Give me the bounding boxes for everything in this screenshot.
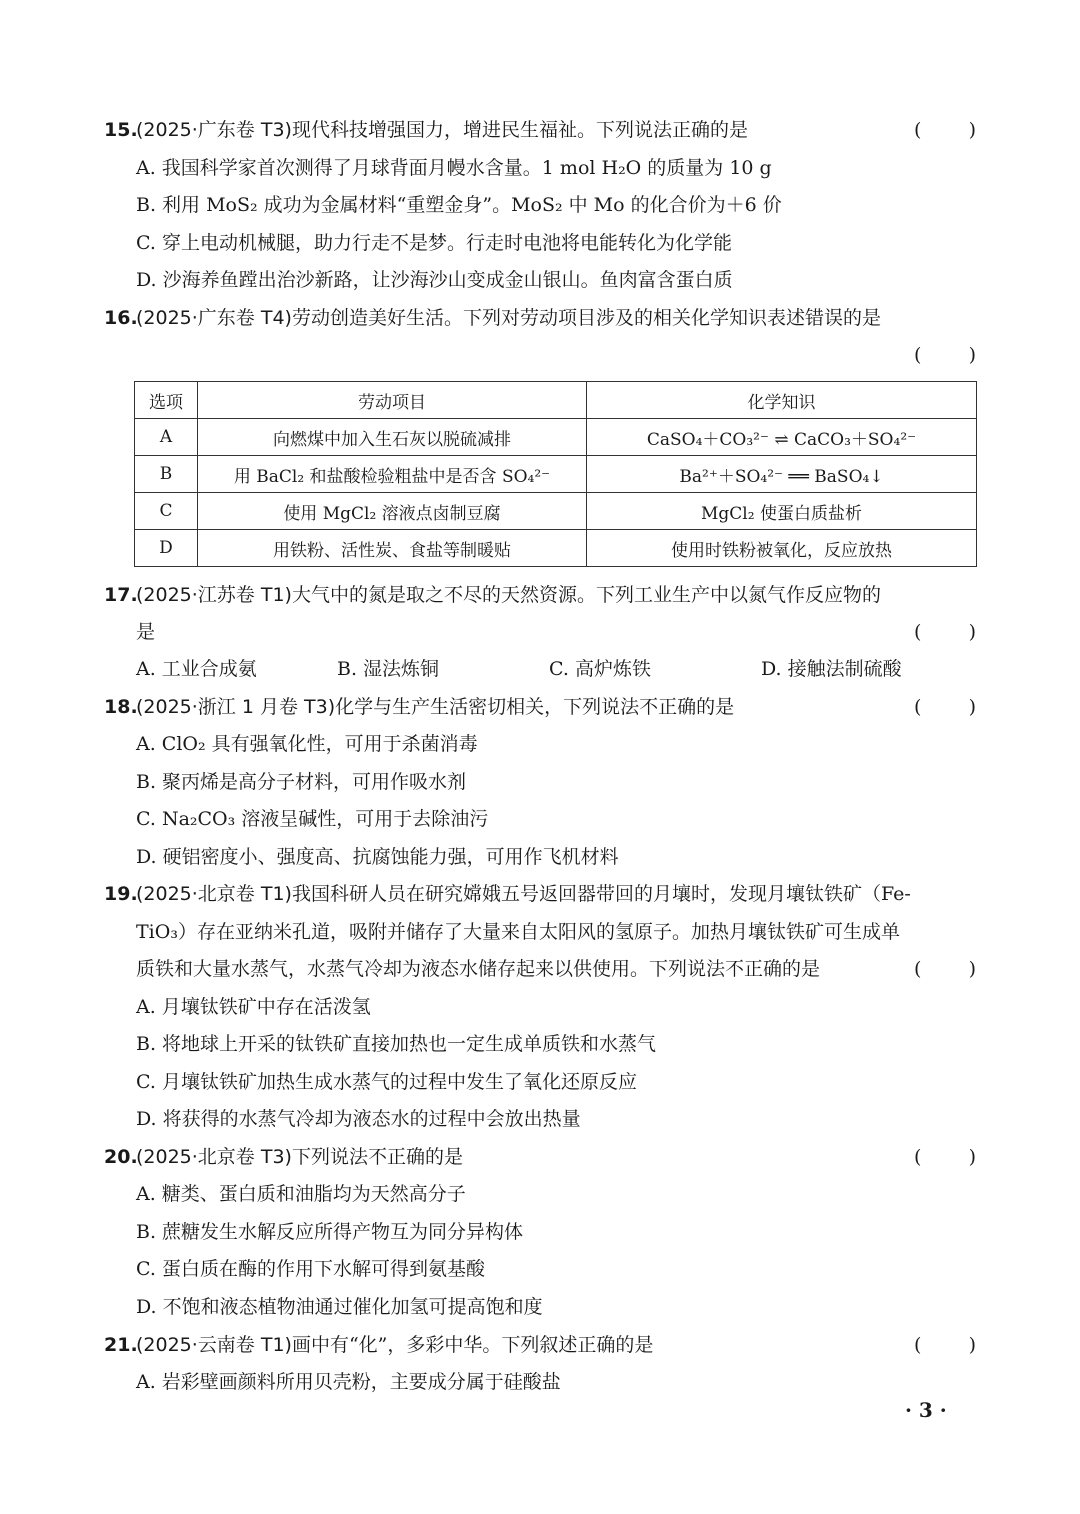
table-cell: CaSO₄＋CO₃²⁻ ⇌ CaCO₃＋SO₄²⁻ [587,419,977,456]
table-header: 劳动项目 [198,382,587,419]
option-b: B. 湿法炼铜 [337,658,440,680]
table-cell: 用铁粉、活性炭、食盐等制暖贴 [198,530,587,567]
question-source: (2025·北京卷 T3) [136,1146,292,1168]
question-19-option-a: A. 月壤钛铁矿中存在活泼氢 [136,996,371,1018]
question-19-stem-line-3: 质铁和大量水蒸气，水蒸气冷却为液态水储存起来以供使用。下列说法不正确的是 ( ) [136,958,976,980]
question-number: 21. [104,1334,138,1356]
table-cell: 用 BaCl₂ 和盐酸检验粗盐中是否含 SO₄²⁻ [198,456,587,493]
question-17-options [0,651,1080,688]
table-row [135,456,977,493]
table-cell: A [135,419,198,456]
table-header: 选项 [135,382,198,419]
question-18-option-c: C. Na₂CO₃ 溶液呈碱性，可用于去除油污 [136,808,489,830]
question-stem: (2025·云南卷 T1)画中有“化”，多彩中华。下列叙述正确的是 [136,1334,654,1356]
table-cell: MgCl₂ 使蛋白质盐析 [587,493,977,530]
question-16-header [0,300,1080,337]
question-20-option-c: C. 蛋白质在酶的作用下水解可得到氨基酸 [136,1258,485,1280]
question-number: 19. [104,883,138,905]
question-number: 15. [104,119,138,141]
question-stem: (2025·广东卷 T4)劳动创造美好生活。下列对劳动项目涉及的相关化学知识表述错误的是 [136,307,881,329]
question-16-bracket-line: ( ) [914,344,976,366]
question-17-header [0,577,1080,614]
question-stem: (2025·北京卷 T1)我国科研人员在研究嫦娥五号返回器带回的月壤时，发现月壤钛铁矿（Fe- [136,883,911,905]
question-19-option-d: D. 将获得的水蒸气冷却为液态水的过程中会放出热量 [136,1108,581,1130]
table-cell: 使用 MgCl₂ 溶液点卤制豆腐 [198,493,587,530]
question-21-header: 21. (2025·云南卷 T1)画中有“化”，多彩中华。下列叙述正确的是 ( ) [0,1327,1080,1364]
question-20-option-a: A. 糖类、蛋白质和油脂均为天然高分子 [136,1183,466,1205]
question-source: (2025·广东卷 T3) [136,119,292,141]
table-cell: 向燃煤中加入生石灰以脱硫减排 [198,419,587,456]
question-number: 17. [104,584,138,606]
table-cell: C [135,493,198,530]
question-source: (2025·江苏卷 T1) [136,584,292,606]
option-d: D. 接触法制硫酸 [761,658,902,680]
page-number: · 3 · [905,1398,947,1422]
question-number: 18. [104,696,138,718]
table-cell: Ba²⁺＋SO₄²⁻ ══ BaSO₄↓ [587,456,977,493]
question-19-option-b: B. 将地球上开采的钛铁矿直接加热也一定生成单质铁和水蒸气 [136,1033,657,1055]
question-18-header: 18. (2025·浙江 1 月卷 T3)化学与生产生活密切相关，下列说法不正确的是 ( ) [0,689,1080,726]
question-source: (2025·北京卷 T1) [136,883,292,905]
question-18-option-a: A. ClO₂ 具有强氧化性，可用于杀菌消毒 [136,733,478,755]
question-16-table [134,381,977,567]
table-row [135,530,977,567]
question-20-header: 20. (2025·北京卷 T3)下列说法不正确的是 ( ) [0,1139,1080,1176]
table-header: 化学知识 [587,382,977,419]
question-21-option-a: A. 岩彩壁画颜料所用贝壳粉，主要成分属于硅酸盐 [136,1371,561,1393]
table-cell: 使用时铁粉被氧化，反应放热 [587,530,977,567]
question-18-option-b: B. 聚丙烯是高分子材料，可用作吸水剂 [136,771,467,793]
question-20-option-b: B. 蔗糖发生水解反应所得产物互为同分异构体 [136,1221,524,1243]
option-c: C. 高炉炼铁 [549,658,651,680]
question-19-option-c: C. 月壤钛铁矿加热生成水蒸气的过程中发生了氧化还原反应 [136,1071,637,1093]
question-15-option-c: C. 穿上电动机械腿，助力行走不是梦。行走时电池将电能转化为化学能 [136,232,732,254]
question-15-header: 15. (2025·广东卷 T3)现代科技增强国力，增进民生福祉。下列说法正确的是 ( ) [0,112,1080,149]
question-stem: (2025·江苏卷 T1)大气中的氮是取之不尽的天然资源。下列工业生产中以氮气作反应物的 [136,584,881,606]
table-row [135,493,977,530]
question-15-option-a: A. 我国科学家首次测得了月球背面月幔水含量。1 mol H₂O 的质量为 10 g [136,157,772,179]
question-19-header [0,876,1080,913]
question-stem: (2025·浙江 1 月卷 T3)化学与生产生活密切相关，下列说法不正确的是 [136,696,735,718]
question-number: 16. [104,307,138,329]
question-20-option-d: D. 不饱和液态植物油通过催化加氢可提高饱和度 [136,1296,543,1318]
question-19-stem-line-2: TiO₃）存在亚纳米孔道，吸附并储存了大量来自太阳风的氢原子。加热月壤钛铁矿可生成单 [136,921,900,943]
question-15-option-d: D. 沙海养鱼蹚出治沙新路，让沙海沙山变成金山银山。鱼肉富含蛋白质 [136,269,733,291]
question-stem: (2025·广东卷 T3)现代科技增强国力，增进民生福祉。下列说法正确的是 [136,119,748,141]
question-source: (2025·浙江 1 月卷 T3) [136,696,336,718]
table-header-row [135,382,977,419]
question-stem: (2025·北京卷 T3)下列说法不正确的是 [136,1146,463,1168]
question-source: (2025·云南卷 T1) [136,1334,292,1356]
table-row [135,419,977,456]
question-source: (2025·广东卷 T4) [136,307,292,329]
question-18-option-d: D. 硬铝密度小、强度高、抗腐蚀能力强，可用作飞机材料 [136,846,619,868]
option-a: A. 工业合成氨 [136,658,257,680]
table-cell: D [135,530,198,567]
question-number: 20. [104,1146,138,1168]
table-cell: B [135,456,198,493]
question-17-stem-cont: 是 ( ) [136,621,976,643]
question-15-option-b: B. 利用 MoS₂ 成功为金属材料“重塑金身”。MoS₂ 中 Mo 的化合价为＋6 价 [136,194,782,216]
